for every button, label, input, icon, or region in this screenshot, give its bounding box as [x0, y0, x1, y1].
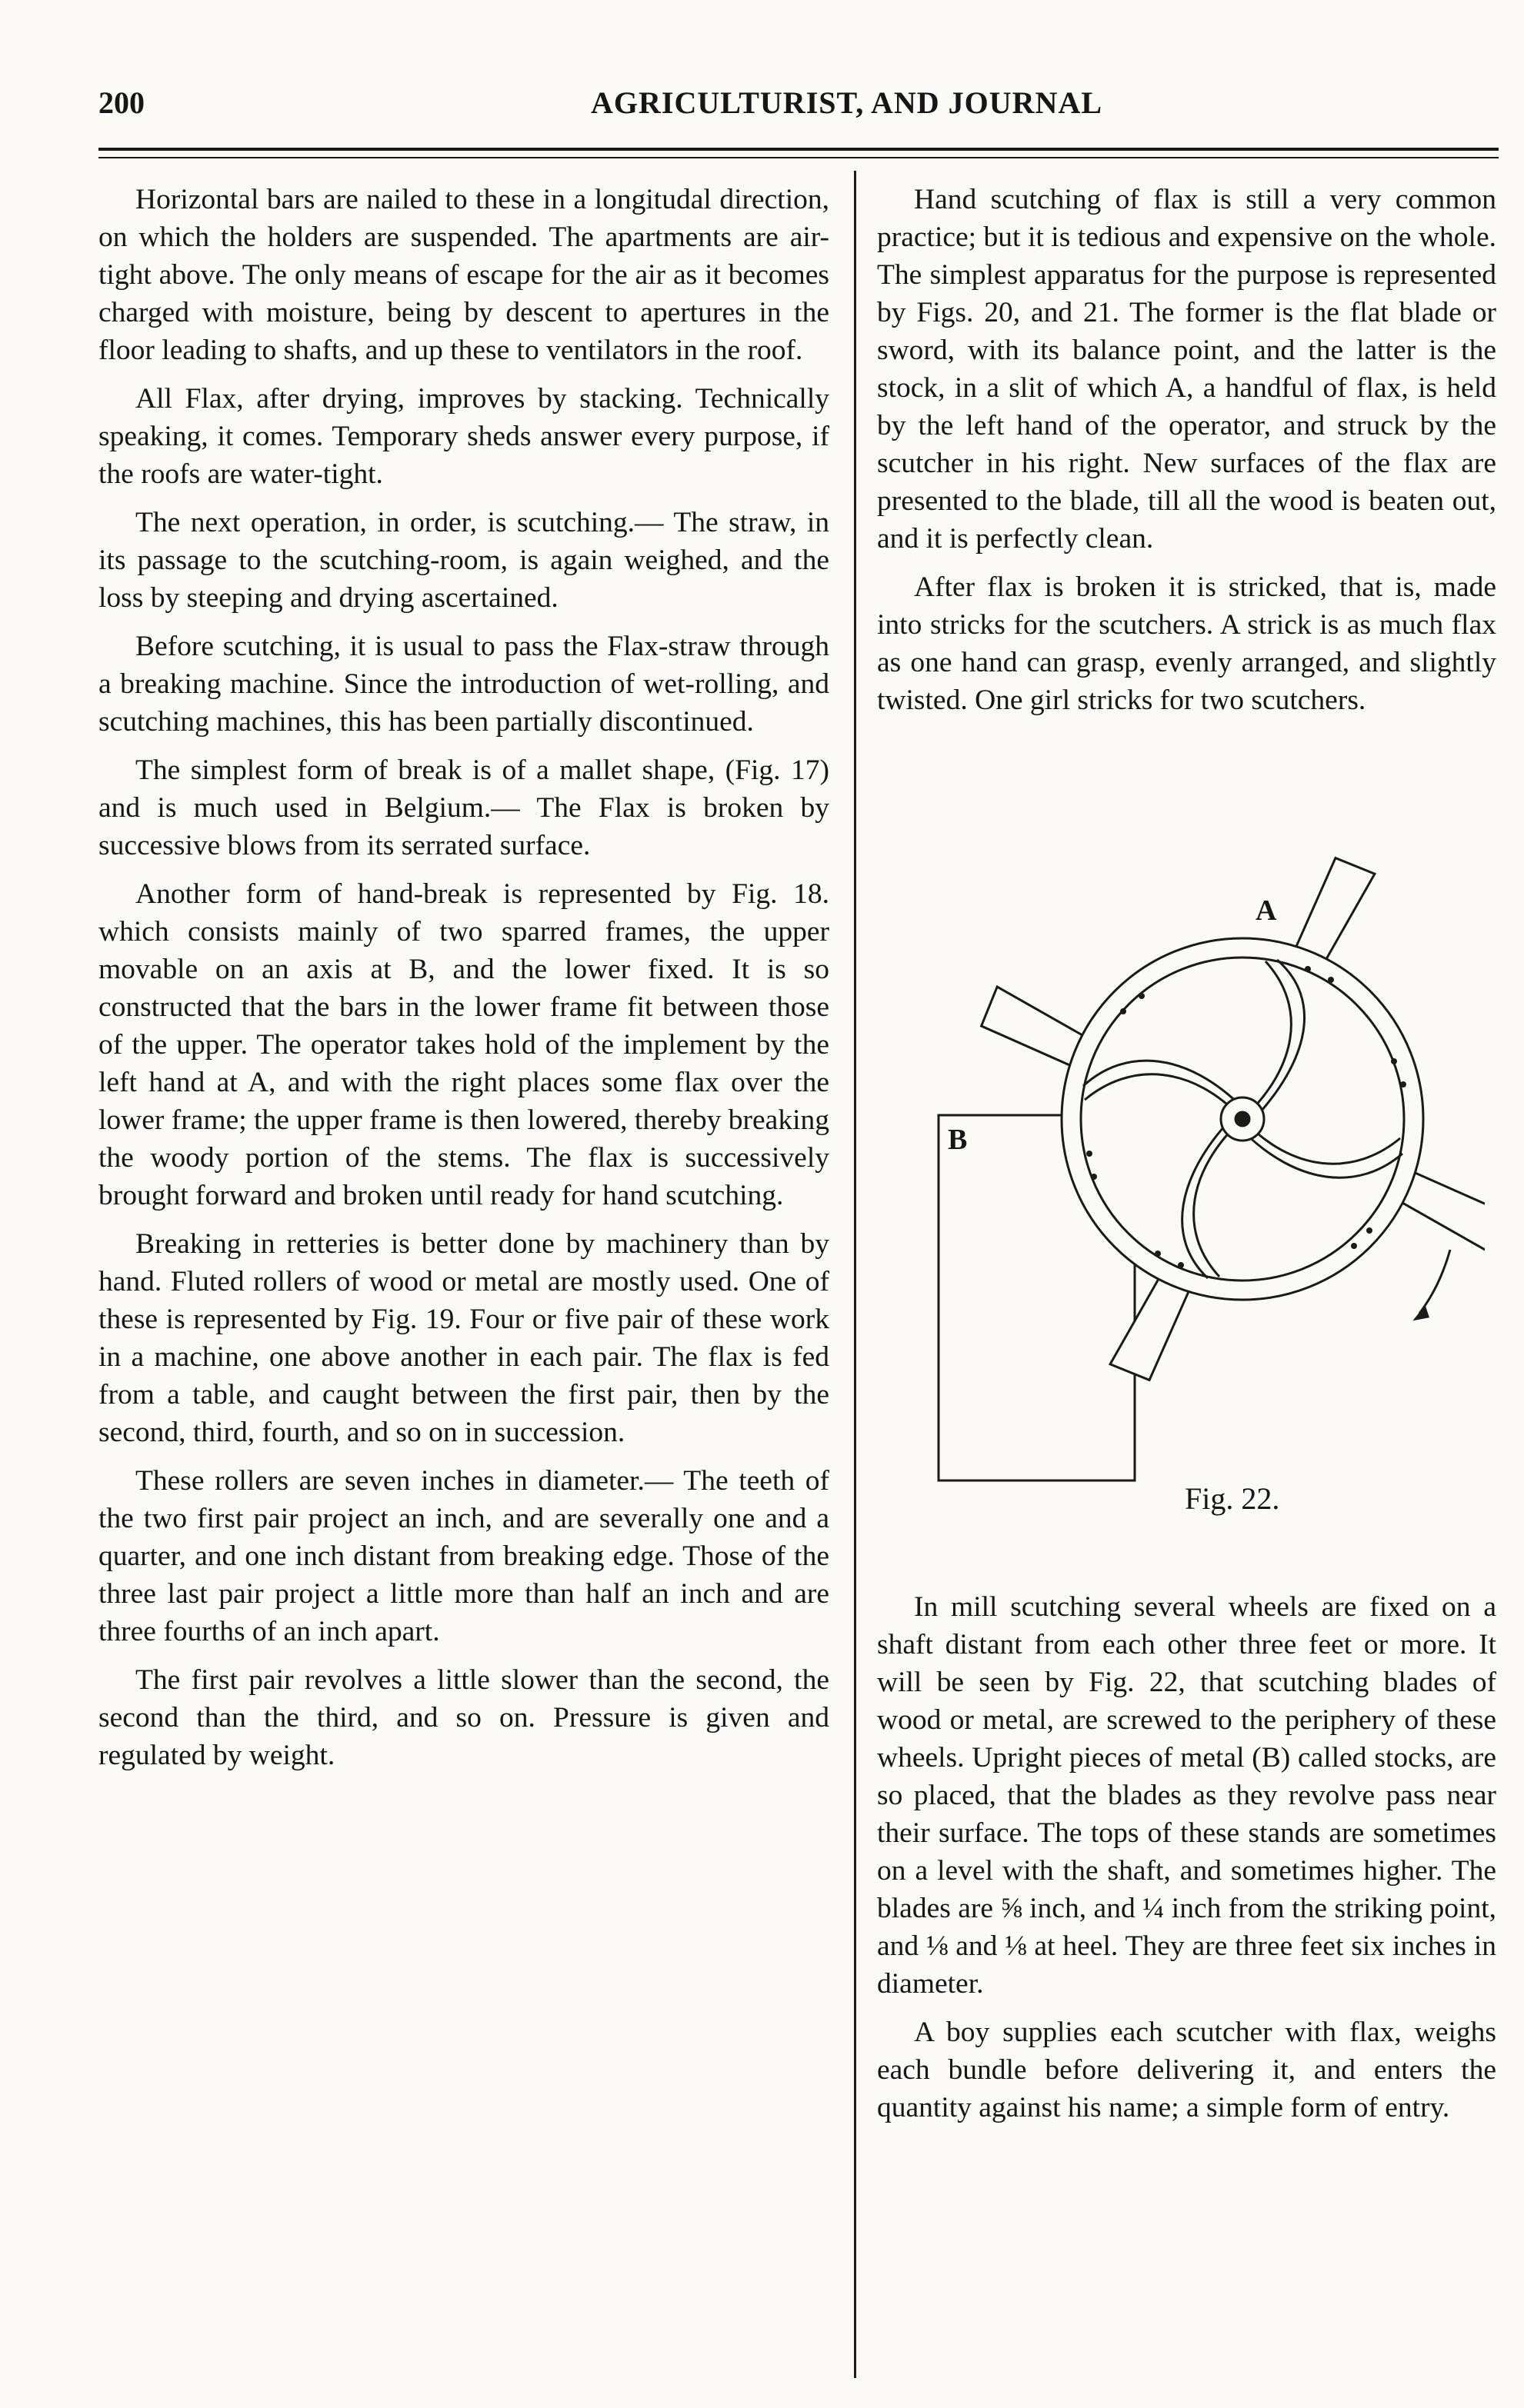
page-number: 200	[98, 85, 145, 120]
paragraph: Another form of hand-break is represented by Fig. 18. which consists mainly of two sparred frames, the upper movable on an axis at B, and the lower fixed. It is so constructed that the bars in the lower frame fit between those of the upper. The operator takes hold of the implement by the left hand at A, and with the right places some flax over the lower frame; the upper frame is then lowered, thereby breaking the woody portion of the stems. The flax is successively brought forward and broken until ready for hand scutching.	[98, 878, 829, 1211]
header-rule-thin	[98, 157, 1499, 158]
running-title: AGRICULTURIST, AND JOURNAL	[591, 85, 1103, 120]
paragraph: Before scutching, it is usual to pass the Flax-straw through a breaking machine. Since the introduction of wet-rolling, and scutching machines, this has been partially discontinued.	[98, 631, 829, 738]
paragraph: The simplest form of break is of a mallet shape, (Fig. 17) and is much used in Belgium.— The Flax is broken by successive blows from its serrated surface.	[98, 754, 829, 861]
paragraph: A boy supplies each scutcher with flax, weighs each bundle before delivering it, and enters the quantity against his name; a simple form of entry.	[877, 2017, 1496, 2123]
wheel-axle	[1236, 1112, 1249, 1126]
column-divider	[854, 171, 856, 2378]
page-header	[98, 85, 1491, 131]
paragraph: After flax is broken it is stricked, that is, made into stricks for the scutchers. A strick is as much flax as one hand can grasp, evenly arranged, and slightly twisted. One girl stricks for two scutchers.	[877, 571, 1496, 716]
paragraph: Horizontal bars are nailed to these in a longitudal direction, on which the holders are suspended. The apartments are air-tight above. The only means of escape for the air as it becomes charged with moisture, being by descent to apertures in the floor leading to shafts, and up these to ventilators in the roof.	[98, 184, 829, 366]
paragraph: The next operation, in order, is scutching.— The straw, in its passage to the scutching-room, is again weighed, and the loss by steeping and drying ascertained.	[98, 507, 829, 614]
paragraph: The first pair revolves a little slower than the second, the second than the third, and so on. Pressure is given and regulated by weight.	[98, 1664, 829, 1771]
paragraph: In mill scutching several wheels are fixed on a shaft distant from each other three feet or more. It will be seen by Fig. 22, that scutching blades of wood or metal, are screwed to the periphery of these wheels. Upright pieces of metal (B) called stocks, are so placed, that the blades as they revolve pass near their surface. The tops of these stands are sometimes on a level with the shaft, and sometimes higher. The blades are ⅝ inch, and ¼ inch from the striking point, and ⅛ and ⅛ at heel. They are three feet six inches in diameter.	[877, 1591, 1496, 2000]
figure-22-scutching-wheel	[877, 815, 1485, 1507]
figure-caption: Fig. 22.	[1185, 1481, 1280, 1516]
figure-label-a: A	[1256, 894, 1277, 927]
paragraph: Hand scutching of flax is still a very common practice; but it is tedious and expensive on the whole. The simplest apparatus for the purpose is represented by Figs. 20, and 21. The former is the flat blade or sword, with its balance point, and the latter is the stock, in a slit of which A, a handful of flax, is held by the left hand of the operator, and struck by the scutcher in his right. New surfaces of the flax are presented to the blade, till all the wood is beaten out, and it is perfectly clean.	[877, 184, 1496, 555]
paragraph: Breaking in retteries is better done by machinery than by hand. Fluted rollers of wood or metal are mostly used. One of these is represented by Fig. 19. Four or five pair of these work in a machine, one above another in each pair. The flax is fed from a table, and caught between the first pair, then by the second, third, fourth, and so on in succession.	[98, 1228, 829, 1448]
paragraph: All Flax, after drying, improves by stacking. Technically speaking, it comes. Temporary sheds answer every purpose, if the roofs are water-tight.	[98, 383, 829, 490]
scutching-wheel-illustration	[877, 815, 1485, 1507]
right-column-top	[877, 181, 1496, 730]
figure-label-b: B	[948, 1124, 968, 1156]
header-rule-thick	[98, 148, 1499, 151]
right-column-bottom	[877, 1588, 1496, 2137]
left-column	[98, 181, 829, 1785]
paragraph: These rollers are seven inches in diameter.— The teeth of the two first pair project an inch, and are severally one and a quarter, and one inch distant from breaking edge. Those of the three last pair project a little more than half an inch and are three fourths of an inch apart.	[98, 1465, 829, 1647]
